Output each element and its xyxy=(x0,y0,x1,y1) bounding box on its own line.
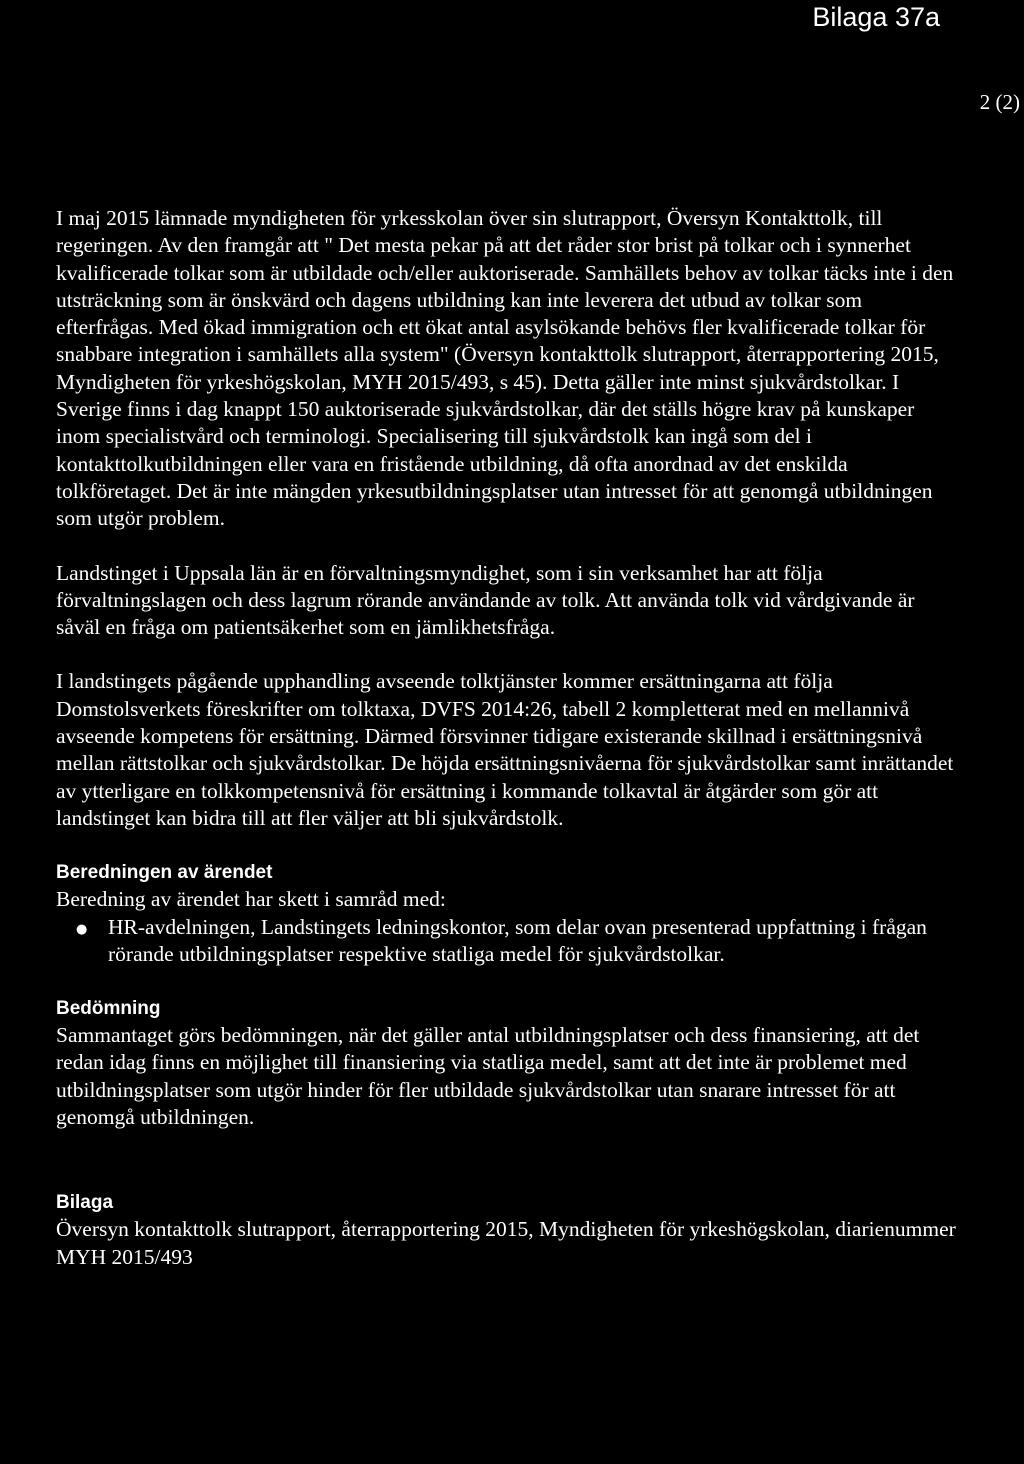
section-heading-beredning: Beredningen av ärendet xyxy=(56,862,273,884)
attachment-label: Bilaga 37a xyxy=(812,2,940,32)
page-number: 2 (2) xyxy=(979,90,1020,114)
beredning-list xyxy=(56,914,956,969)
bullet-icon: ● xyxy=(76,921,88,937)
section-heading-bedomning: Bedömning xyxy=(56,998,161,1020)
section-bedomning xyxy=(56,995,956,1131)
section-bilaga xyxy=(56,1189,956,1271)
list-item xyxy=(56,914,956,969)
paragraph-forvaltningsmyndighet: Landstinget i Uppsala län är en förvaltningsmyndighet, som i sin verksamhet har att följa förvaltningslagen och dess lagrum rörande användande av tolk. Att använda tolk vid vårdgivande är såväl en fråga om patientsäkerhet som en jämlikhetsfråga. xyxy=(56,560,915,640)
beredning-intro: Beredning av ärendet har skett i samråd med: xyxy=(56,887,446,912)
document-body xyxy=(56,205,956,1271)
paragraph-upphandling: I landstingets pågående upphandling avseende tolktjänster kommer ersättningarna att följa Domstolsverkets föreskrifter om tolktaxa, DVFS 2014:26, tabell 2 kompletterat med en mellannivå avseende kompetens för ersättning. Därmed försvinner tidigare existerande skillnad i ersättningsnivå mellan rättstolkar och sjukvårdstolkar. De höjda ersättningsnivåerna för sjukvårdstolkar samt inrättandet av ytterligare en tolkkompetensnivå för ersättning i kommande tolkavtal är åtgärder som gör att landstinget kan bidra till att fler väljer att bli sjukvårdstolk. xyxy=(56,669,954,830)
section-heading-bilaga: Bilaga xyxy=(56,1192,114,1214)
list-item-text: HR-avdelningen, Landstingets ledningskontor, som delar ovan presenterad uppfattning i frågan rörande utbildningsplatser respektive statliga medel för sjukvårdstolkar. xyxy=(108,914,927,966)
bilaga-text: Översyn kontakttolk slutrapport, återrapportering 2015, Myndigheten för yrkeshögskolan, diarienummer MYH 2015/493 xyxy=(56,1217,956,1269)
section-beredning xyxy=(56,859,956,968)
paragraph-slutrapport: I maj 2015 lämnade myndigheten för yrkesskolan över sin slutrapport, Översyn Kontakttolk, till regeringen. Av den framgår att " Det mesta pekar på att det råder stor brist på tolkar och i synnerhet kvalificerade tolkar som är utbildade och/eller auktoriserade. Samhällets behov av tolkar täcks inte i den utsträckning som är önskvärd och dagens utbildning kan inte leverera det utbud av tolkar som efterfrågas. Med ökad immigration och ett ökat antal asylsökande behövs fler kvalificerade tolkar för snabbare integration i samhällets alla system" (Översyn kontakttolk slutrapport, återrapportering 2015, Myndigheten för yrkeshögskolan, MYH 2015/493, s 45). Detta gäller inte minst sjukvårdstolkar. I Sverige finns i dag knappt 150 auktoriserade sjukvårdstolkar, där det ställs högre krav på kunskaper inom specialistvård och terminologi. Specialisering till sjukvårdstolk kan ingå som del i kontakttolkutbildningen eller vara en fristående utbildning, då ofta anordnad av det enskilda tolkföretaget. Det är inte mängden yrkesutbildningsplatser utan intresset för att genomgå utbildningen som utgör problem. xyxy=(56,206,954,531)
bedomning-text: Sammantaget görs bedömningen, när det gäller antal utbildningsplatser och dess finansiering, att det redan idag finns en möjlighet till finansiering via statliga medel, samt att det inte är problemet med utbildningsplatser som utgör hinder för fler utbildade sjukvårdstolkar utan snarare intresset för att genomgå utbildningen. xyxy=(56,1023,920,1130)
